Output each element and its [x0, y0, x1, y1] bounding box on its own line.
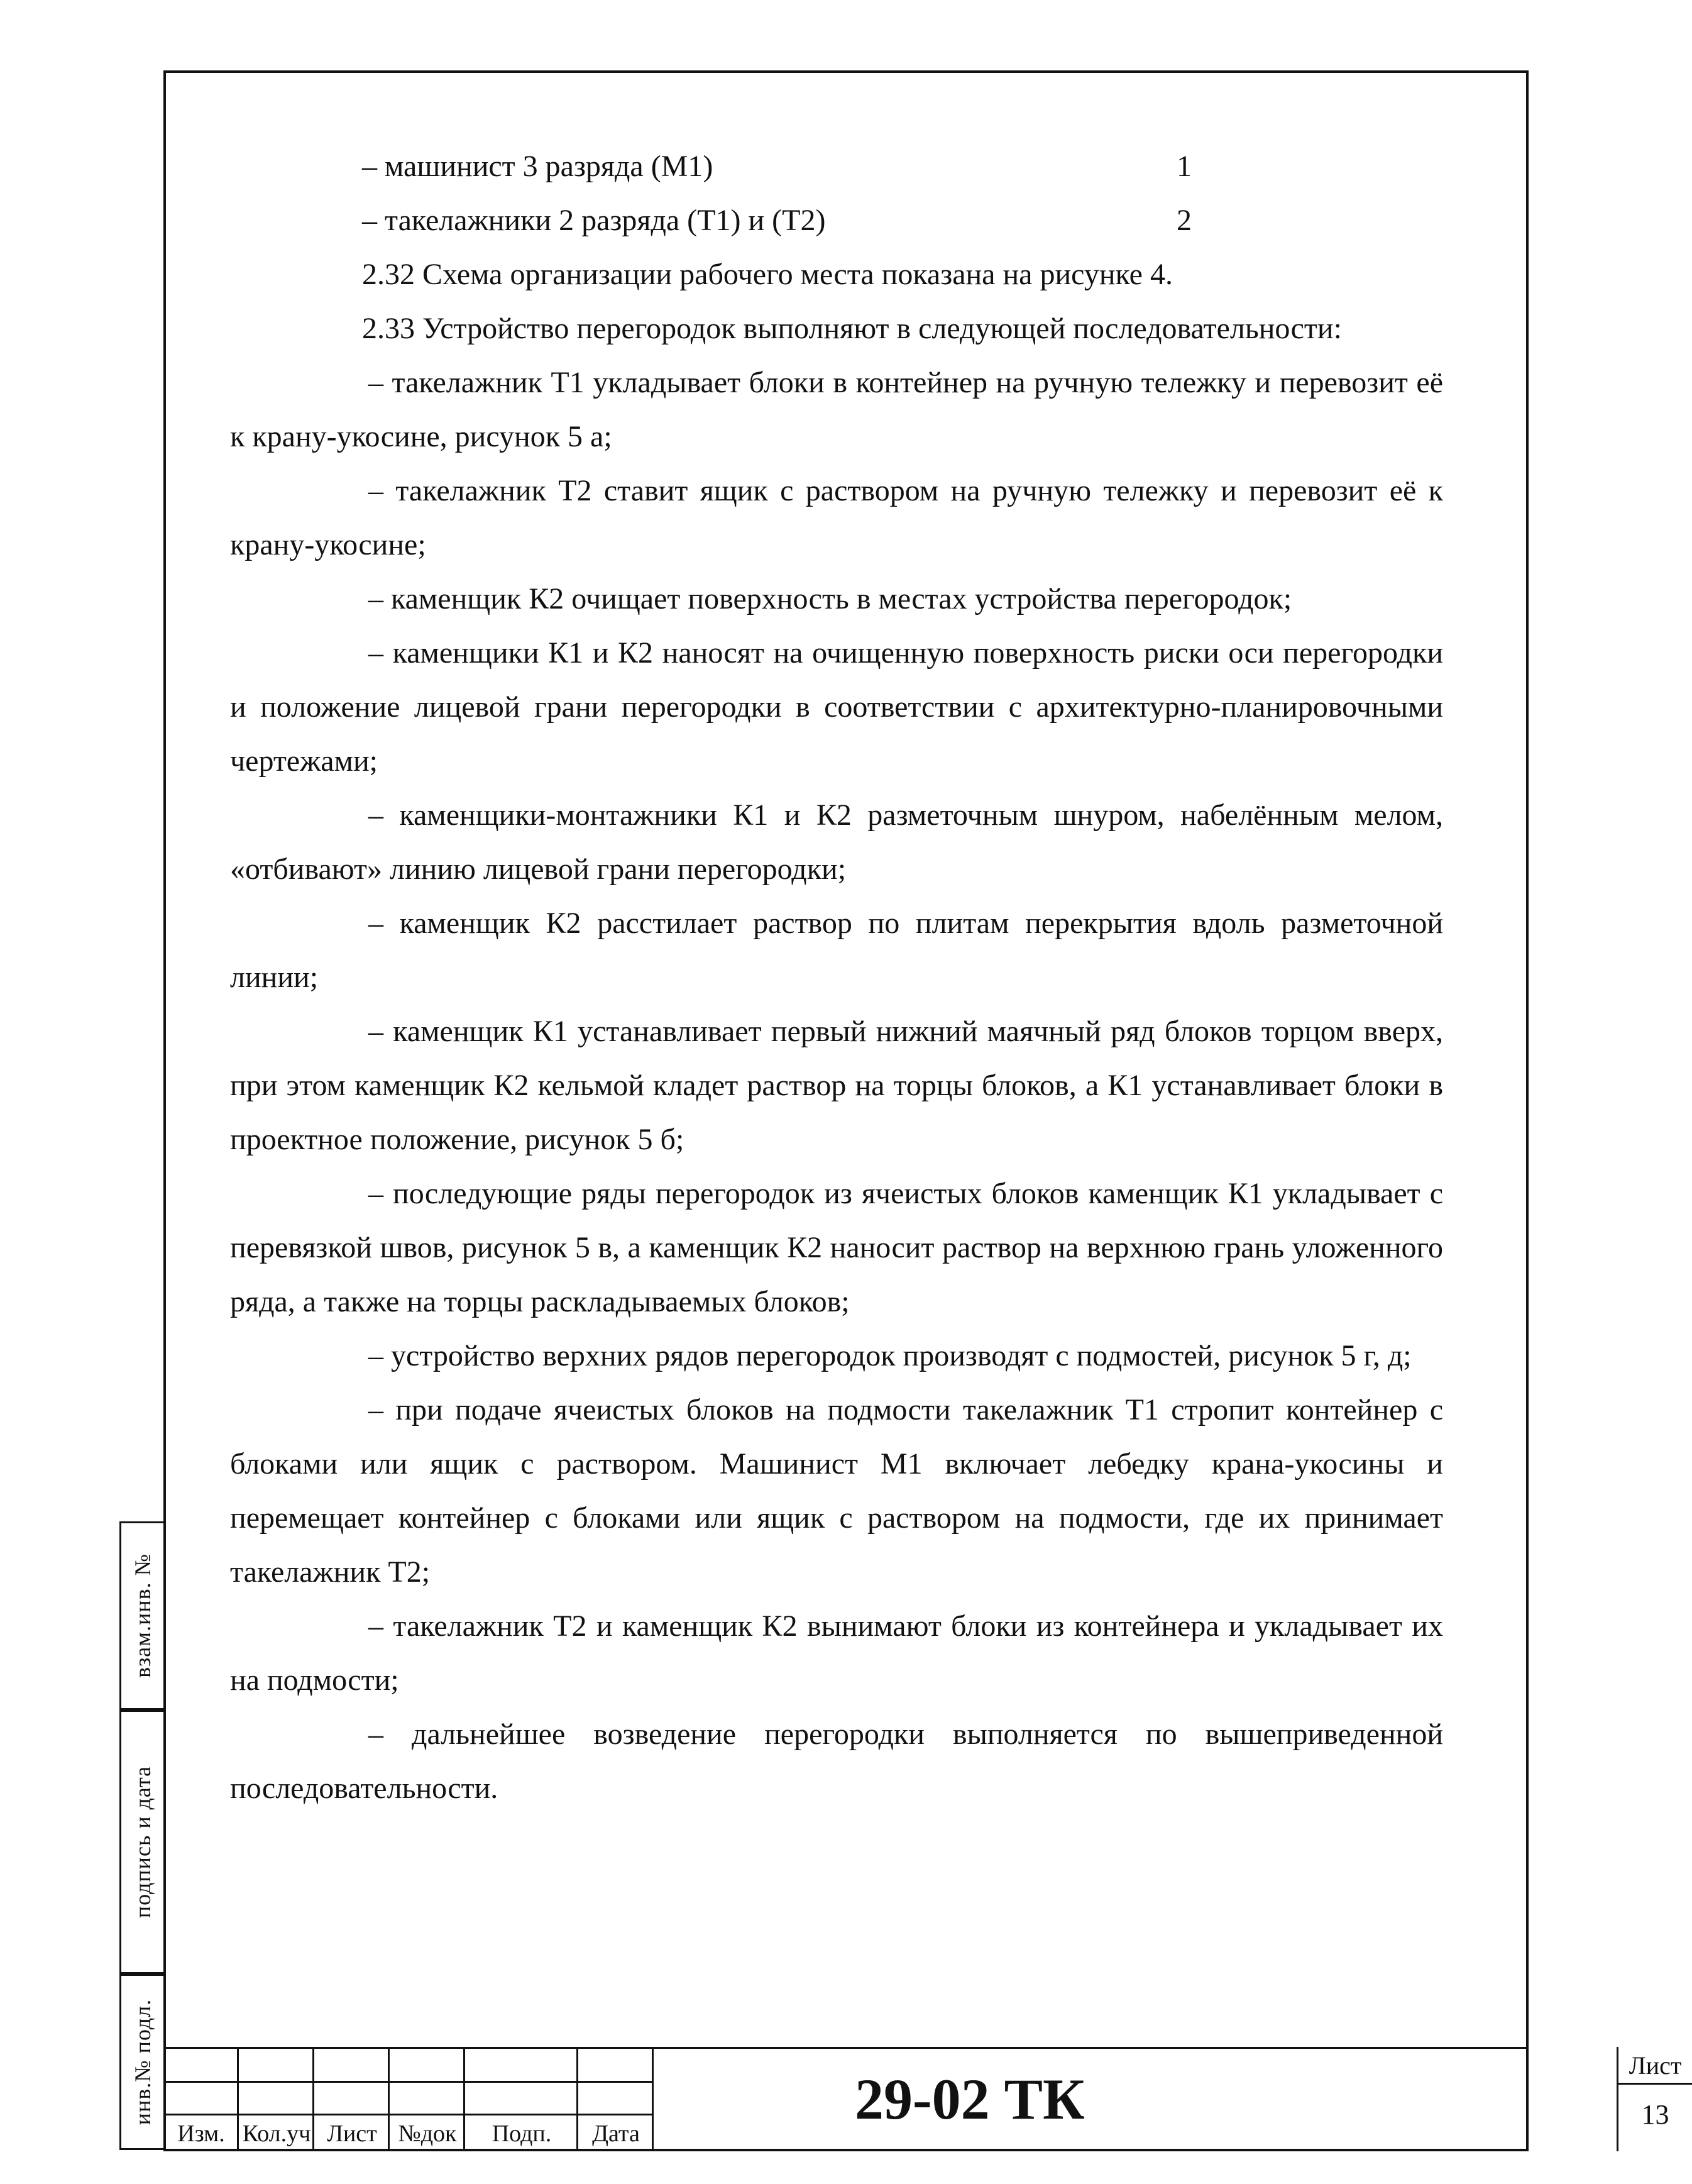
paragraph: – дальнейшее возведение перегородки выполняется по вышеприведенной последовательности. [230, 1718, 1443, 1805]
sheet-label: Лист [1618, 2051, 1692, 2085]
list-item-count: 1 [1177, 150, 1192, 183]
paragraph: – такелажник Т2 ставит ящик с раствором на ручную тележку и перевозит её к крану-укосине; [230, 474, 1443, 561]
title-block-label: Изм. [177, 2121, 225, 2147]
paragraph: – каменщики-монтажники К1 и К2 разметочным шнуром, набелённым мелом, «отбивают» линию лицевой грани перегородки; [230, 798, 1443, 886]
sheet-number-box [1617, 2047, 1692, 2151]
title-block-label: Кол.уч [242, 2121, 311, 2147]
paragraph: – каменщик К1 устанавливает первый нижний маячный ряд блоков торцом вверх, при этом каменщик К2 кельмой кладет раствор на торцы блоков, а К1 устанавливает блоки в проектное положение, рисунок 5 б; [230, 1015, 1443, 1156]
title-block-label: Подп. [492, 2121, 552, 2147]
list-item [230, 194, 1443, 248]
side-label-signature-date [119, 1710, 163, 1974]
list-item-label: – машинист 3 разряда (М1) [362, 150, 713, 183]
document-body [230, 140, 1443, 1816]
side-label-original-inv [119, 1974, 163, 2150]
title-block-label: Дата [592, 2121, 640, 2147]
side-label-text: подпись и дата [129, 1765, 155, 1919]
paragraph: 2.32 Схема организации рабочего места показана на рисунке 4. [362, 258, 1173, 291]
list-item-count: 2 [1177, 204, 1192, 237]
paragraph: – каменщик К2 очищает поверхность в местах устройства перегородок; [368, 582, 1292, 615]
list-item-label: – такелажники 2 разряда (Т1) и (Т2) [362, 204, 826, 237]
sheet-number: 13 [1641, 2099, 1669, 2130]
title-block [163, 2047, 1682, 2151]
document-code: 29-02 ТК [855, 2067, 1085, 2131]
paragraph: 2.33 Устройство перегородок выполняют в следующей последовательности: [362, 312, 1342, 345]
list-item [230, 140, 1443, 194]
paragraph: – при подаче ячеистых блоков на подмости такелажник Т1 стропит контейнер с блоками или ящик с раствором. Машинист М1 включает лебедку крана-укосины и перемещает контейнер с блоками или ящик с раствором на подмости, где их принимает такелажник Т2; [230, 1393, 1443, 1589]
title-block-label: Лист [327, 2121, 377, 2147]
paragraph: – такелажник Т1 укладывает блоки в контейнер на ручную тележку и перевозит её к крану-укосине, рисунок 5 а; [230, 366, 1443, 453]
side-label-text: взам.инв. № [129, 1553, 155, 1678]
paragraph: – каменщик К2 расстилает раствор по плитам перекрытия вдоль разметочной линии; [230, 907, 1443, 994]
side-label-text: инв.№ подл. [129, 1999, 155, 2126]
paragraph: – устройство верхних рядов перегородок производят с подмостей, рисунок 5 г, д; [368, 1339, 1412, 1372]
paragraph: – такелажник Т2 и каменщик К2 вынимают блоки из контейнера и укладывает их на подмости; [230, 1609, 1443, 1697]
side-label-replacement-inv [119, 1521, 163, 1710]
title-block-label: №док [398, 2121, 457, 2147]
paragraph: – последующие ряды перегородок из ячеистых блоков каменщик К1 укладывает с перевязкой швов, рисунок 5 в, а каменщик К2 наносит раствор на верхнюю грань уложенного ряда, а также на торцы раскладываемых блоков; [230, 1177, 1443, 1318]
paragraph: – каменщики К1 и К2 наносят на очищенную поверхность риски оси перегородки и положение лицевой грани перегородки в соответствии с архитектурно-планировочными чертежами; [230, 636, 1443, 778]
